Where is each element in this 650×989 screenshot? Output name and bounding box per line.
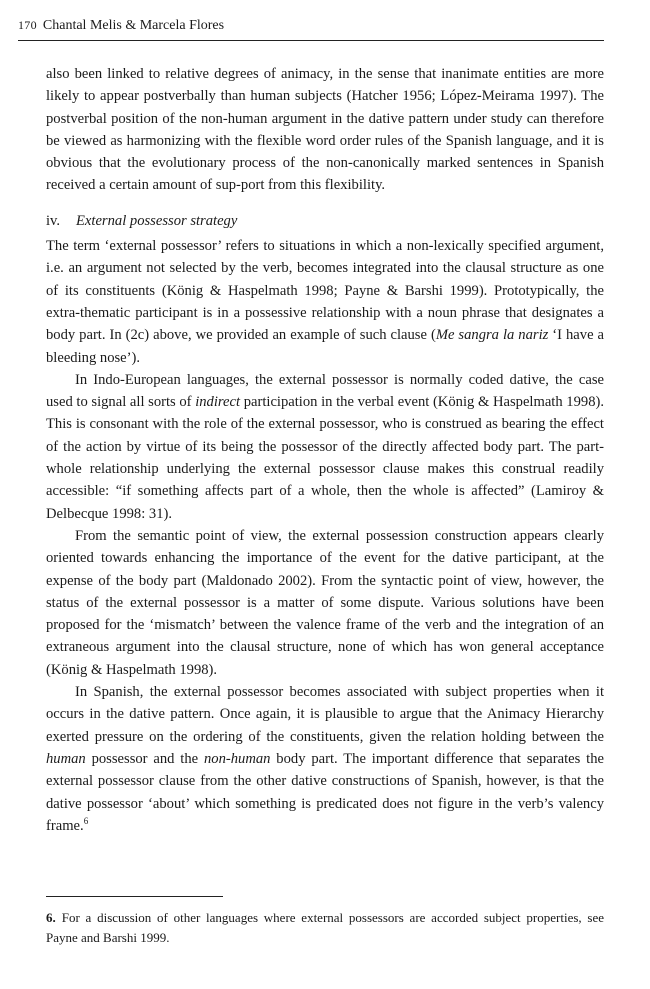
paragraph-continued bbox=[46, 63, 604, 197]
section-title: External possessor strategy bbox=[76, 212, 238, 229]
paragraph-text: The term ‘external possessor’ refers to situations in which a non-lexically specified argument, i.e. an argument not selected by the verb, becomes integrated into the clausal structure as one of its constituents (König & Haspelmath 1998; Payne & Barshi 1999). Prototypically, the extra-thematic participant is in a possessive relationship with a noun phrase that designates a body part. In (2c) above, we provided an example of such clause ( bbox=[46, 238, 604, 344]
paragraph-text: In Spanish, the external possessor becomes associated with subject properties when it occurs in the dative pattern. Once again, it is plausible to argue that the Animacy Hierarchy exerted pressure on the ordering of the constituents, given the relation holding between the bbox=[46, 684, 604, 745]
footnote-rule bbox=[46, 896, 223, 897]
paragraph-text: ‘I have a bleeding nose’). bbox=[46, 327, 605, 366]
emphasis: human bbox=[46, 750, 86, 767]
footnote-number: 6. bbox=[46, 910, 56, 925]
paragraph-text: participation in the verbal event (König & Haspelmath 1998). This is consonant with the role of the external possessor, who is construed as bearing the effect of the action by virtue of its being the possessor of the directly affected body part. The part-whole relationship underlying the external possessor clause makes this construal readily accessible: “if something affects part of a whole, then the whole is affected” (Lamiroy & Delbecque 1998: 31). bbox=[46, 394, 604, 522]
example-phrase: Me sangra la nariz bbox=[435, 327, 549, 344]
emphasis: indirect bbox=[195, 394, 241, 411]
running-head-authors: Chantal Melis & Marcela Flores bbox=[42, 18, 225, 33]
footnote-ref[interactable]: 6 bbox=[83, 815, 89, 826]
footnote-text: For a discussion of other languages where external possessors are accorded subject properties, see Payne and Barshi 1999. bbox=[46, 910, 604, 945]
paragraph-text: possessor and the bbox=[85, 750, 204, 767]
body-text bbox=[46, 63, 604, 837]
section-number: iv. bbox=[46, 212, 61, 229]
page-number: 170 bbox=[18, 18, 37, 32]
paragraph bbox=[46, 525, 604, 681]
paragraph-text: body part. The important difference that separates the external possessor clause from the other dative constructions of Spanish, however, is that the dative possessor ‘about’ which something is predicated does not figure in the verb’s valency frame. bbox=[46, 750, 604, 834]
footnote bbox=[46, 908, 604, 948]
paragraph bbox=[46, 681, 604, 837]
section-heading bbox=[46, 210, 604, 232]
paragraph-text: In Indo-European languages, the external possessor is normally coded dative, the case used to signal all sorts of bbox=[46, 371, 604, 411]
emphasis: non-human bbox=[203, 750, 271, 767]
paragraph-text: From the semantic point of view, the external possession construction appears clearly oriented towards enhancing the importance of the event for the dative participant, at the expense of the body part (Maldonado 2002). From the syntactic point of view, however, the status of the external possessor is a matter of some dispute. Various solutions have been proposed for the ‘mismatch’ between the valence frame of the verb and the integration of an extraneous argument into the clausal structure, none of which has won general acceptance (König & Haspelmath 1998). bbox=[46, 527, 604, 678]
paragraph bbox=[46, 235, 604, 369]
running-head bbox=[18, 15, 604, 41]
paragraph bbox=[46, 369, 604, 525]
paragraph-text: also been linked to relative degrees of animacy, in the sense that inanimate entities are more likely to appear postverbally than human subjects (Hatcher 1956; López-Meirama 1997). The postverbal position of the non-human argument in the dative pattern under study can therefore be viewed as harmonizing with the flexible word order rules of the Spanish language, and it is obvious that the evolutionary process of the non-canonically marked sentences in Spanish received a certain amount of sup-port from this flexibility. bbox=[46, 66, 604, 194]
